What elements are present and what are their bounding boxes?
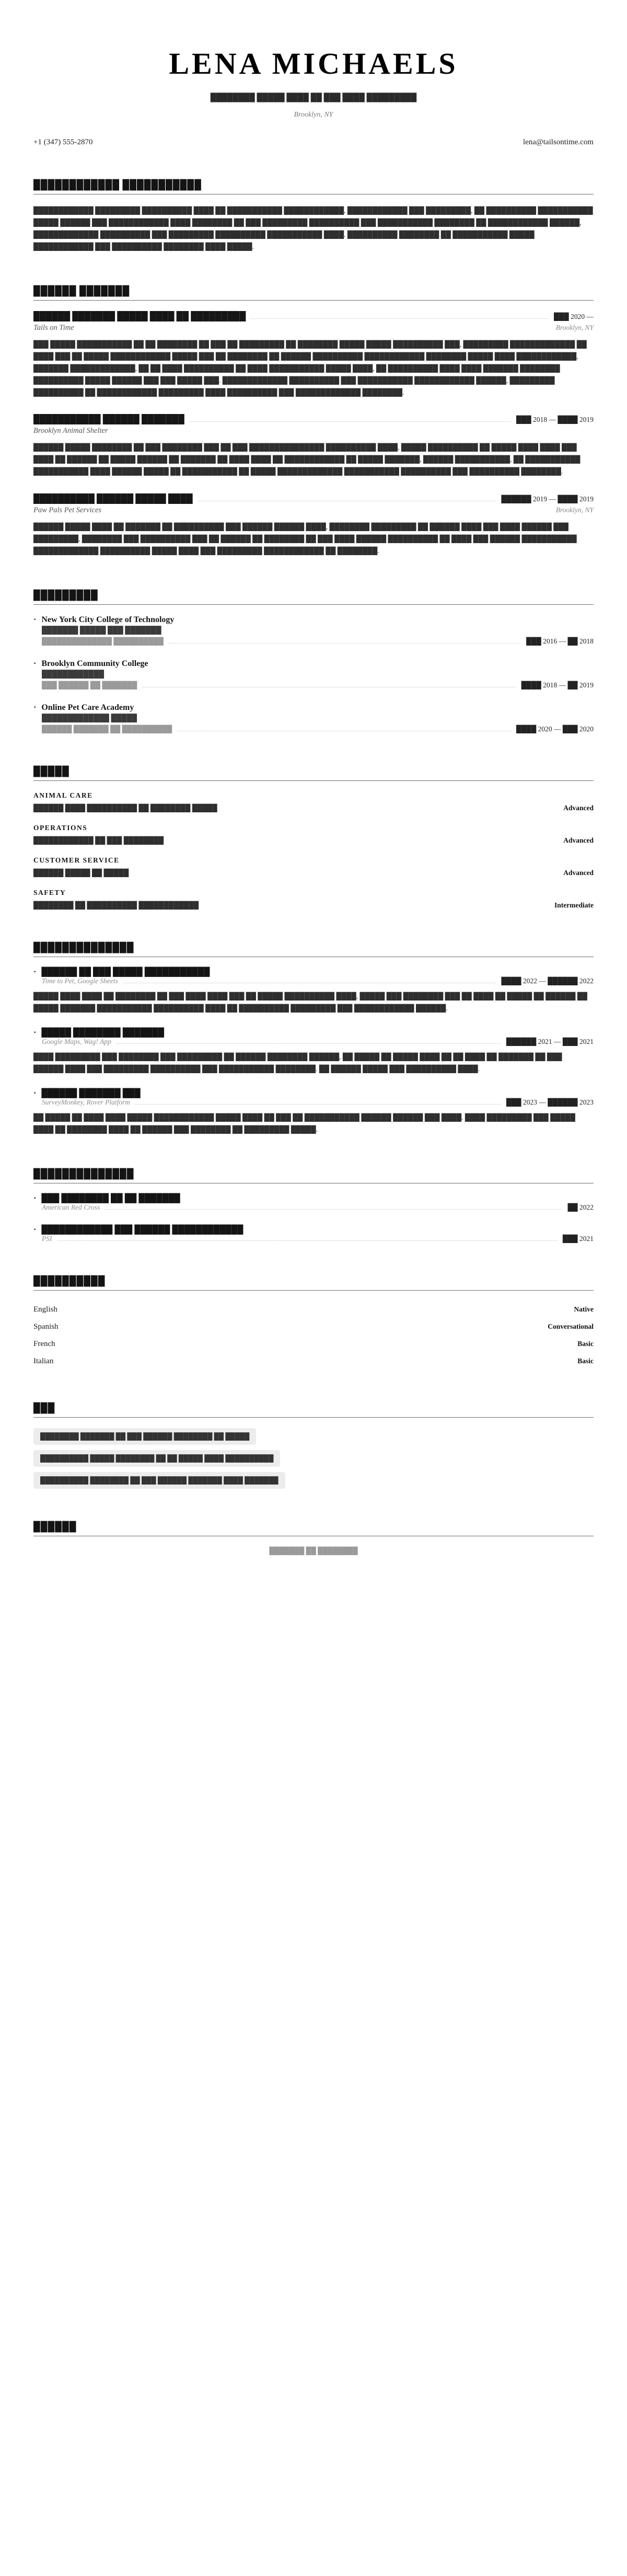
skill-description: ██████ █████ ██ █████ — [33, 869, 129, 877]
skill-description: ████████████ ██ ███ ████████ — [33, 836, 164, 845]
project-description: █████ ████ ████ ██ ████████ ██ ███ ████ ████ ███ ██ █████ ██████████ ████, █████ ███ ████████ ███ ██ ████ ██ █████ ██ ██████ ██ █████ ███████ ███████████ ██████████ ████ ██ ██████████ █████████ ███ ████████████ ██████. — [33, 992, 587, 1012]
language-name: Spanish — [33, 1322, 59, 1331]
section-rule — [33, 1290, 594, 1291]
dotted-leader — [251, 318, 549, 319]
job-entry — [33, 311, 594, 399]
section-skills — [33, 766, 594, 910]
skill-category: ANIMAL CARE — [33, 791, 93, 800]
certification-dates: ███ 2021 — [562, 1234, 594, 1243]
project-title: · ██████ ███████ ███ — [33, 1089, 594, 1098]
project-meta-row — [42, 1098, 594, 1107]
job-title-row — [33, 493, 594, 504]
project-subtitle: Google Maps, Wag! App — [42, 1037, 111, 1045]
project-description: ████ █████████ ███ ████████ ███ █████████ ██ ██████ ████████ ██████, ██ █████ ██ █████ ████ ██ ██ ████ ██ ███████ ██ ███ ██████ ████ ███ █████████ ██████████ ███ ███████████ ████████. ██ ██████ █████ ███ ██████████ ████. — [33, 1052, 562, 1073]
footer-note: ███████ ██ ████████ — [269, 1546, 358, 1555]
job-title: ██████████ ██████ █████ ████ — [33, 493, 193, 504]
job-title-row — [33, 311, 594, 321]
certification-entry — [33, 1194, 594, 1212]
certification-title: · ████████████ ███ ██████ ████████████ — [33, 1225, 594, 1235]
section-rule — [33, 780, 594, 781]
certification-issuer: PSI — [42, 1234, 52, 1243]
section-rule — [33, 604, 594, 605]
degree-line: █████████████ █████ — [42, 715, 137, 723]
project-meta-row — [42, 1038, 594, 1046]
project-subtitle: Time to Pet, Google Sheets — [42, 977, 118, 985]
candidate-location: Brooklyn, NY — [294, 111, 333, 119]
job-description: ██████ █████ ████ ██ ███████ ██ ██████████ ███ ██████ ██████ ████, ████████ █████████ ██ ██████ ████ ███ ████ ██████ ███ █████████, ████████ ███ ██████████ ███ ██ ██████ ██ ████████ ██ ███ ████ ██████ ██████████ ██ ████ ███ ██████ ███████████ █████████████ ██████████ █████ ████ ███ █████████ ████████████ ██ ████████. — [33, 523, 577, 555]
education-dates: ███ 2016 — ██ 2018 — [526, 637, 594, 646]
job-sub-row — [33, 506, 594, 515]
certification-meta-row — [42, 1203, 594, 1212]
education-meta-row — [42, 681, 594, 689]
dotted-leader — [57, 1240, 558, 1241]
skill-category: OPERATIONS — [33, 824, 88, 832]
experience-title: ██████ ███████ — [33, 285, 130, 296]
dotted-leader — [117, 1043, 501, 1044]
project-entry — [33, 1028, 594, 1075]
links-title: ███ — [33, 1402, 55, 1413]
language-level: Basic — [577, 1339, 594, 1348]
certifications-title: ██████████████ — [33, 1168, 134, 1179]
job-dates: ███ 2020 — — [554, 312, 594, 320]
link-pill: ██████████ ████████ ██ ███ ██████ ███████ ████ ███████ — [33, 1472, 285, 1489]
school-name: · New York City College of Technology — [33, 615, 594, 625]
project-description: ██ █████ ██ ████ ████ █████ ████████████ █████ ████ ██ ███ ██ ███████████ ██████ ██████ ███ ████. ████ █████████ ███ █████ ████ ██ ████████ ████ ██ ██████ ███ ████████ ██ █████████ █████. — [33, 1113, 575, 1133]
email-address: lena@tailsontime.com — [522, 138, 594, 146]
section-footer — [33, 1521, 594, 1555]
job-sub-row — [33, 427, 594, 435]
skill-row — [33, 836, 594, 845]
section-certifications — [33, 1168, 594, 1243]
skill-level: Advanced — [563, 836, 594, 845]
language-level: Basic — [577, 1356, 594, 1365]
section-rule — [33, 300, 594, 301]
candidate-tagline: ████████ █████ ████ ██ ███ ████ █████████ — [210, 94, 417, 102]
language-row — [33, 1318, 594, 1336]
link-pill: ██████████ █████ ████████ ██ ██ █████ ████ ██████████ — [33, 1450, 280, 1467]
section-links — [33, 1402, 594, 1489]
summary-title: ████████████ ███████████ — [33, 179, 202, 190]
education-note: ██████ ███████ ██ ██████████ — [42, 725, 172, 733]
languages-title: ██████████ — [33, 1275, 106, 1286]
section-experience — [33, 285, 594, 557]
section-summary — [33, 179, 594, 253]
section-languages — [33, 1275, 594, 1370]
language-name: French — [33, 1339, 55, 1348]
education-title: █████████ — [33, 590, 98, 601]
skill-row — [33, 901, 594, 910]
education-entry — [33, 615, 594, 646]
job-title: ███████████ ██████ ███████ — [33, 414, 184, 424]
job-dates: ███ 2018 — ████ 2019 — [516, 416, 594, 424]
footer-title: ██████ — [33, 1521, 77, 1532]
language-name: Italian — [33, 1356, 54, 1365]
school-name: · Brooklyn Community College — [33, 659, 594, 669]
link-pill: ████████ ███████ ██ ███ ██████ ████████ ██ █████ — [33, 1428, 256, 1445]
skill-row — [33, 804, 594, 812]
degree-line: ████████████ — [42, 671, 104, 679]
project-dates: ██████ 2021 — ███ 2021 — [506, 1037, 594, 1045]
skill-level: Advanced — [563, 869, 594, 877]
summary-body: ████████████ █████████ ██████████ ████ ██ ███████████ ████████████, ████████████ ███ █████████, ██ ██████████ ███████████ █████ ██████ ███ ████████████ ████ ████████ ██ ███ █████████ ██████████ ███ ███████████ ████████ ██ ████████████ ██████, █████████████ ██████████ ███ █████████ ██████████ ███████████ ████. ██████████ ████████ ██ ███████████ █████ ████████████ ███ ██████████ ████████ ████ █████. — [33, 206, 593, 250]
job-entry — [33, 493, 594, 557]
language-level: Native — [574, 1305, 594, 1313]
candidate-name: LENA MICHAELS — [169, 47, 458, 80]
phone-number: +1 (347) 555-2870 — [33, 138, 93, 146]
skill-description: ████████ ██ ██████████ ████████████ — [33, 901, 199, 910]
skill-description: ██████ ████ ██████████ ██ ████████ █████ — [33, 804, 217, 812]
project-title: · ██████ ██ ███ █████ ███████████ — [33, 968, 594, 977]
dotted-leader — [105, 1209, 562, 1210]
education-note: ██████████████ ██████████ — [42, 637, 164, 646]
job-dates: ██████ 2019 — ████ 2019 — [501, 495, 594, 503]
education-meta-row — [42, 725, 594, 733]
skill-row — [33, 869, 594, 877]
language-name: English — [33, 1305, 57, 1314]
section-rule — [33, 1417, 594, 1418]
job-company: Paw Pals Pet Services — [33, 506, 102, 515]
project-dates: ███ 2023 — ██████ 2023 — [506, 1098, 594, 1106]
certification-dates: ██ 2022 — [567, 1203, 594, 1211]
job-location: Brooklyn, NY — [555, 323, 594, 331]
skill-entry — [33, 824, 594, 845]
skill-entry — [33, 889, 594, 910]
skill-entry — [33, 791, 594, 812]
skill-category: CUSTOMER SERVICE — [33, 856, 120, 865]
skill-level: Intermediate — [554, 901, 594, 910]
project-entry — [33, 968, 594, 1015]
skills-title: █████ — [33, 766, 69, 777]
language-level: Conversational — [548, 1322, 594, 1330]
projects-title: ██████████████ — [33, 942, 134, 953]
education-dates: ████ 2020 — ███ 2020 — [516, 725, 594, 733]
certification-entry — [33, 1225, 594, 1243]
job-location: Brooklyn, NY — [555, 506, 594, 514]
language-row — [33, 1353, 594, 1370]
resume-header — [33, 46, 594, 147]
education-entry — [33, 659, 594, 689]
dotted-leader — [190, 421, 511, 422]
skill-level: Advanced — [563, 804, 594, 812]
section-education — [33, 590, 594, 733]
dotted-leader — [135, 1104, 501, 1105]
skill-entry — [33, 856, 594, 877]
job-company: Brooklyn Animal Shelter — [33, 427, 108, 435]
certification-issuer: American Red Cross — [42, 1203, 100, 1211]
job-company: Tails on Time — [33, 323, 74, 332]
project-subtitle: SurveyMonkey, Rover Platform — [42, 1098, 131, 1106]
project-meta-row — [42, 977, 594, 985]
school-name: · Online Pet Care Academy — [33, 703, 594, 712]
contact-row — [33, 138, 594, 147]
education-note: ███ ██████ ██ ███████ — [42, 681, 137, 689]
section-projects — [33, 942, 594, 1136]
job-sub-row — [33, 324, 594, 332]
education-dates: ████ 2018 — ██ 2019 — [521, 681, 594, 689]
job-title-row — [33, 414, 594, 424]
project-dates: ████ 2022 — ██████ 2022 — [501, 977, 594, 985]
project-entry — [33, 1089, 594, 1136]
job-description: ███ █████ ███████████ ██ ██ ████████ ██ ███ ██ █████████ ██ ████████ █████ █████ ██████████ ███, █████████ █████████████ ██ ████ ███ ██ █████ ████████████ █████ ███ ██ ████████ ██ ██████ ██████████ ████████████ ████████ █████ ████ ████████████, ███████ █████████████, ██ ██ ████ ██████████ ██ ████ ███████████ █████ ████, ██ ██████████ ████ ████ ███████ ████████ ██████████ █████ ██████ ███ ███ █████ ███. █████████████ ██████████ ███ ███████████ ████████████ ██████, █████████ ██████████ ██ ████████████ █████████ ████ ██████████ ███ █████████████ ████████. — [33, 340, 587, 396]
job-title: ██████ ███████ █████ ████ ██ █████████ — [33, 310, 246, 321]
project-title: · █████ ████████ ███████ — [33, 1028, 594, 1038]
certification-title: · ███ ████████ ██ ██ ███████ — [33, 1194, 594, 1203]
certification-meta-row — [42, 1235, 594, 1243]
education-meta-row — [42, 637, 594, 646]
education-entry — [33, 703, 594, 733]
language-row — [33, 1336, 594, 1353]
job-description: ██████ █████ ████████ ██ ███ ████████ ███ ██ ███ ███████████████ ██████████ ████, █████ ██████████ ██ █████ ████ ████ ███ ████ ██ ██████ ██ █████ ██████ ██ ███████ ██ ████ ████ ██ ████████████ ██ █████ ███████, ██████ ███████████, ██ ███████████ ███████████ ████ ██████ █████ ██ ███████████ ██ █████ █████████████ ███████████ ██████████ ███ ██████████ ████████. — [33, 443, 580, 476]
job-entry — [33, 414, 594, 478]
language-row — [33, 1301, 594, 1318]
degree-line: ███████ █████ ███ ███████ — [42, 627, 161, 635]
skill-category: SAFETY — [33, 889, 66, 897]
